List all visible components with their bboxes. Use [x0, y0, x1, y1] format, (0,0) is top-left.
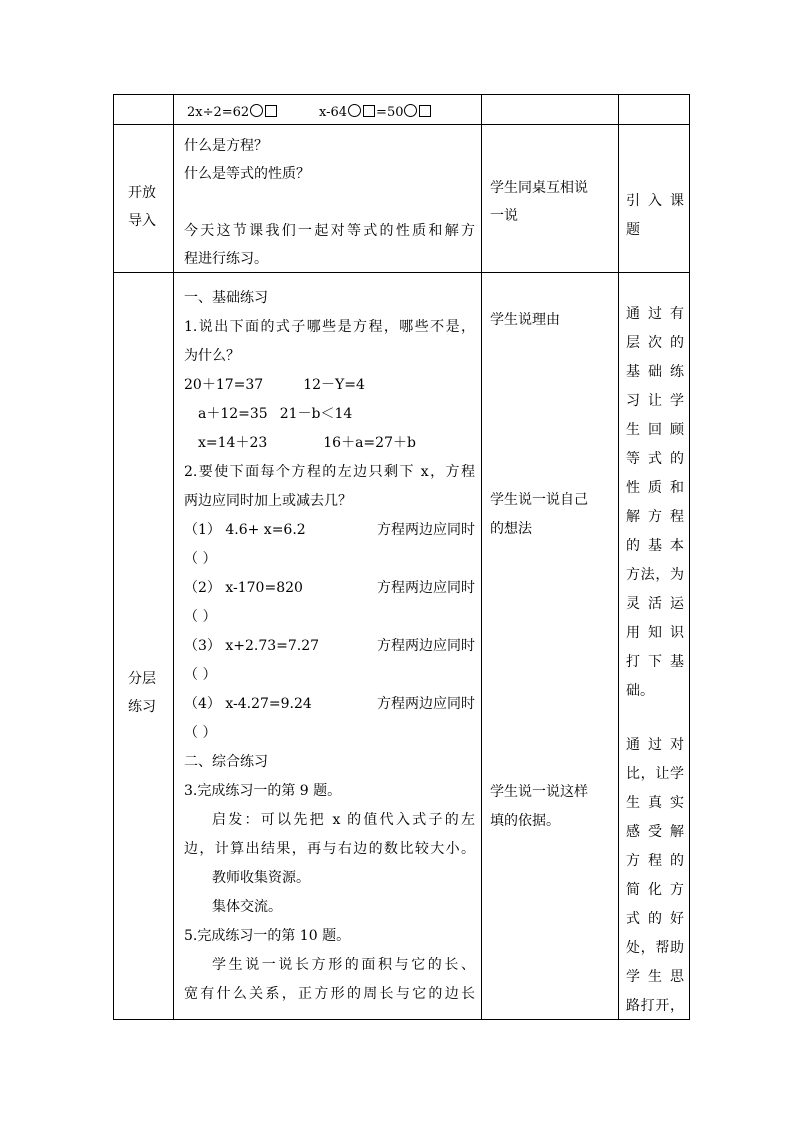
design-intent-line: 层次的: [626, 335, 684, 351]
design-intent-line: 解方程: [626, 509, 684, 525]
section-label-practice: [128, 665, 156, 721]
exercise-2-item: [184, 574, 475, 603]
exercise-2-item: [184, 690, 475, 719]
expression: 21－b＜14: [279, 406, 353, 422]
exercise-5-line: 宽有什么关系，正方形的周长与它的边长: [184, 986, 475, 1002]
equation: （1） 4.6+ x=6.2: [184, 522, 306, 538]
intro-statement-line: 程进行练习。: [184, 251, 268, 267]
student-activity-intro: [490, 174, 588, 230]
design-intent-line: 通过有: [626, 306, 684, 322]
row-divider: [114, 124, 689, 125]
student-activity-1: [490, 310, 560, 330]
design-intent-line: 式的好: [626, 911, 684, 927]
design-intent-line: 处，帮助: [626, 940, 684, 956]
design-intent-line: 础。: [626, 683, 654, 699]
exercise-3-hint: 边，计算出结果，再与右边的数比较大小。: [184, 841, 475, 857]
design-intent-line: 比，让学: [626, 766, 684, 782]
student-activity-3: [490, 778, 588, 836]
design-intent-line: 等式的: [626, 451, 684, 467]
exercise-3-line: 3.完成练习一的第 9 题。: [184, 783, 342, 799]
answer-blank: （ ）: [184, 551, 217, 567]
expression: 20＋17=37: [184, 377, 264, 393]
student-activity-line: 一说: [490, 208, 518, 224]
equation-2-text: x-64: [319, 105, 348, 120]
answer-blank: （ ）: [184, 609, 217, 625]
intro-statement: [184, 217, 475, 273]
design-intent-line: 性质和: [626, 480, 684, 496]
square-blank-icon: [265, 105, 277, 117]
design-intent-line: 生回顾: [626, 422, 684, 438]
intro-question-2: 什么是等式的性质？: [184, 166, 310, 182]
exercise-1-line: 为什么？: [184, 348, 240, 364]
student-activity-line: 学生说一说自己: [490, 492, 588, 508]
exercise-2-item: [184, 632, 475, 661]
heading-basic-practice: 一、基础练习: [184, 290, 268, 306]
design-intent-line: 学生思: [626, 969, 684, 985]
expression: 16＋a=27＋b: [323, 435, 416, 451]
equation: （3） x+2.73=7.27: [184, 638, 320, 654]
teacher-action: 集体交流。: [212, 899, 282, 915]
design-intent-line: 打下基: [626, 654, 684, 670]
exercise-5-line: 5.完成练习一的第 10 题。: [184, 928, 351, 944]
prompt: 方程两边应同时: [377, 696, 475, 712]
design-intent-line: 用知识: [626, 625, 684, 641]
equation-1-text: 2x÷2=62: [187, 105, 250, 120]
exercise-3-hint: 启发：可以先把 x 的值代入式子的左: [212, 812, 475, 828]
prompt: 方程两边应同时: [377, 638, 475, 654]
circle-blank-icon: [348, 104, 361, 117]
heading-comprehensive-practice: 二、综合练习: [184, 754, 268, 770]
section-label-line: 导入: [128, 213, 156, 229]
student-activity-line: 学生同桌互相说: [490, 180, 588, 196]
teacher-action: 教师收集资源。: [212, 870, 310, 886]
design-intent-line: 路打开，: [626, 998, 684, 1014]
exercise-2-line: 两边应同时加上或减去几？: [184, 493, 352, 509]
design-intent-line: 基础练: [626, 364, 684, 380]
expression-row: [184, 371, 475, 400]
section-label-intro: [128, 179, 156, 235]
student-activity-line: 的想法: [490, 521, 532, 537]
expression: x=14＋23: [198, 435, 268, 451]
equation: （4） x-4.27=9.24: [184, 696, 312, 712]
prompt: 方程两边应同时: [377, 580, 475, 596]
equation-2-result: =50: [376, 105, 404, 120]
equation-1: [187, 103, 278, 123]
design-intent-line: 方程的: [626, 853, 684, 869]
practice-content: [184, 284, 475, 1009]
design-intent-1: [626, 300, 684, 706]
design-intent-line: 的基本: [626, 538, 684, 554]
design-intent-line: 灵活运: [626, 596, 684, 612]
student-activity-line: 学生说一说这样: [490, 784, 588, 800]
exercise-2-item: [184, 516, 475, 545]
column-divider: [173, 95, 174, 1019]
design-intent-line: 生真实: [626, 795, 684, 811]
column-divider: [481, 95, 482, 1019]
exercise-2-line: 2.要使下面每个方程的左边只剩下 x，方程: [184, 464, 475, 480]
design-intent-line: 习让学: [626, 393, 684, 409]
square-blank-icon: [363, 105, 375, 117]
intro-questions: [184, 132, 310, 188]
student-activity-2: [490, 486, 588, 544]
column-divider: [618, 95, 619, 1019]
intro-statement-line: 今天这节课我们一起对等式的性质和解方: [184, 223, 475, 239]
section-label-line: 练习: [128, 699, 156, 715]
expression-row: [184, 429, 475, 458]
expression: 12－Y=4: [303, 377, 365, 393]
expression: a＋12=35: [198, 406, 268, 422]
exercise-1-line: 1.说出下面的式子哪些是方程，哪些不是，: [184, 319, 475, 335]
answer-blank: （ ）: [184, 725, 217, 741]
design-intent-line: 方法，为: [626, 567, 684, 583]
design-intent-line: 感受解: [626, 824, 684, 840]
intro-question-1: 什么是方程？: [184, 138, 268, 154]
lesson-plan-table: [113, 94, 690, 1020]
design-intent-intro: [626, 187, 684, 245]
equation-2: [319, 103, 432, 123]
circle-blank-icon: [404, 104, 417, 117]
equation: （2） x-170=820: [184, 580, 303, 596]
circle-blank-icon: [250, 104, 263, 117]
expression-row: [184, 400, 475, 429]
design-intent-line: 题: [626, 222, 640, 238]
prompt: 方程两边应同时: [377, 522, 475, 538]
answer-blank: （ ）: [184, 667, 217, 683]
student-activity-line: 学生说理由: [490, 312, 560, 328]
design-intent-line: 通过对: [626, 737, 684, 753]
design-intent-line: 简化方: [626, 882, 684, 898]
design-intent-line: 引入课: [626, 193, 684, 209]
section-label-line: 开放: [128, 185, 156, 201]
section-label-line: 分层: [128, 671, 156, 687]
exercise-5-line: 学生说一说长方形的面积与它的长、: [212, 957, 475, 973]
square-blank-icon: [419, 105, 431, 117]
student-activity-line: 填的依据。: [490, 813, 560, 829]
design-intent-2: [626, 731, 684, 1021]
